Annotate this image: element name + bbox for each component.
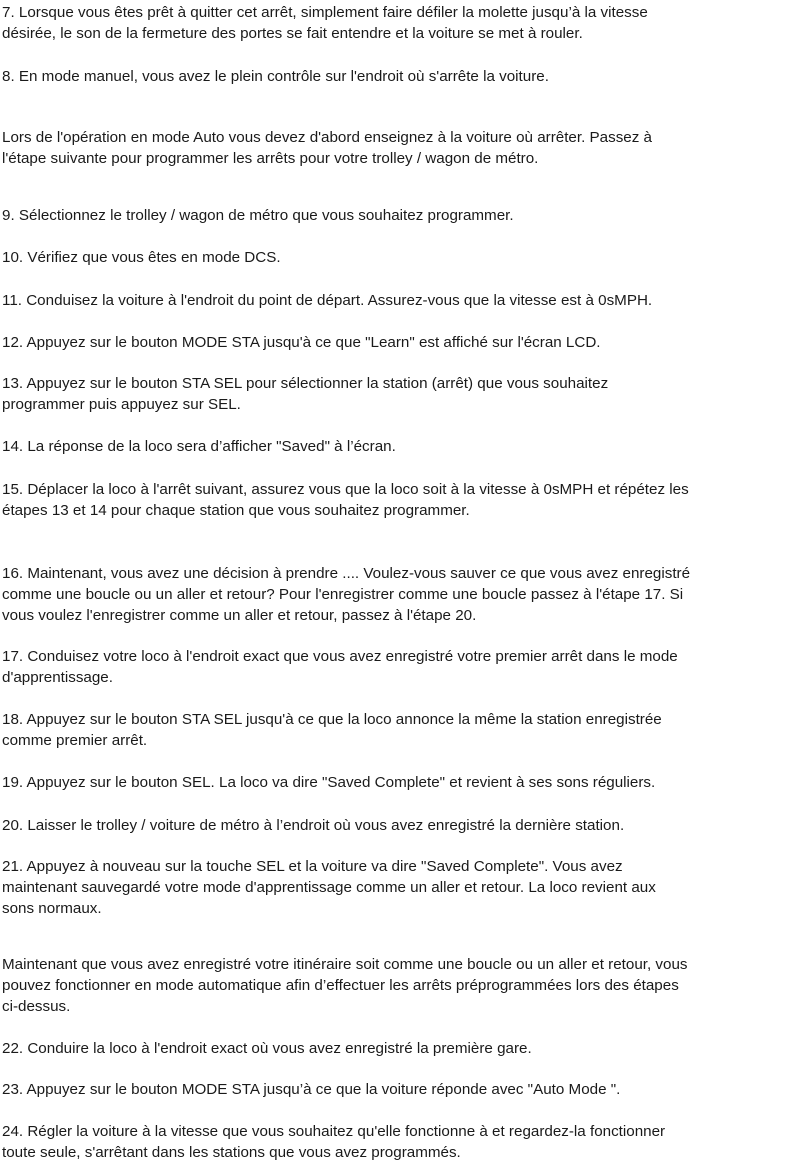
paragraph-step-17 bbox=[2, 646, 798, 688]
text-line: toute seule, s'arrêtant dans les stations que vous avez programmés. bbox=[2, 1144, 461, 1161]
paragraph-step-10 bbox=[2, 247, 798, 268]
text-line: 7. Lorsque vous êtes prêt à quitter cet arrêt, simplement faire défiler la molette jusqu’à la vitesse bbox=[2, 4, 648, 21]
text-line: Maintenant que vous avez enregistré votre itinéraire soit comme une boucle ou un aller et retour, vous bbox=[2, 956, 688, 973]
text-line: 10. Vérifiez que vous êtes en mode DCS. bbox=[2, 249, 281, 266]
text-line: vous voulez l'enregistrer comme un aller et retour, passez à l'étape 20. bbox=[2, 607, 477, 624]
text-line: 18. Appuyez sur le bouton STA SEL jusqu'à ce que la loco annonce la même la station enregistrée bbox=[2, 711, 662, 728]
text-line: programmer puis appuyez sur SEL. bbox=[2, 396, 241, 413]
paragraph-step-20 bbox=[2, 815, 798, 836]
text-line: ci-dessus. bbox=[2, 998, 71, 1015]
text-line: 22. Conduire la loco à l'endroit exact où vous avez enregistré la première gare. bbox=[2, 1040, 532, 1057]
text-line: maintenant sauvegardé votre mode d'apprentissage comme un aller et retour. La loco revient aux bbox=[2, 879, 656, 896]
text-line: étapes 13 et 14 pour chaque station que vous souhaitez programmer. bbox=[2, 502, 470, 519]
paragraph-auto-operate-intro bbox=[2, 954, 798, 1017]
paragraph-step-22 bbox=[2, 1038, 798, 1059]
text-line: d'apprentissage. bbox=[2, 669, 113, 686]
text-line: 16. Maintenant, vous avez une décision à prendre .... Voulez-vous sauver ce que vous avez enregistré bbox=[2, 565, 691, 582]
paragraph-step-24 bbox=[2, 1121, 798, 1163]
paragraph-step-23 bbox=[2, 1079, 798, 1100]
paragraph-step-16 bbox=[2, 563, 798, 626]
paragraph-step-18 bbox=[2, 709, 798, 751]
text-line: 13. Appuyez sur le bouton STA SEL pour sélectionner la station (arrêt) que vous souhaitez bbox=[2, 375, 609, 392]
text-line: 17. Conduisez votre loco à l'endroit exact que vous avez enregistré votre premier arrêt dans le mode bbox=[2, 648, 678, 665]
text-line: 21. Appuyez à nouveau sur la touche SEL et la voiture va dire "Saved Complete". Vous avez bbox=[2, 858, 623, 875]
text-line: 23. Appuyez sur le bouton MODE STA jusqu’à ce que la voiture réponde avec "Auto Mode ". bbox=[2, 1081, 621, 1098]
text-line: pouvez fonctionner en mode automatique afin d’effectuer les arrêts préprogrammées lors des étapes bbox=[2, 977, 679, 994]
text-line: 11. Conduisez la voiture à l'endroit du point de départ. Assurez-vous que la vitesse est à 0sMPH. bbox=[2, 292, 653, 309]
text-line: 15. Déplacer la loco à l'arrêt suivant, assurez vous que la loco soit à la vitesse à 0sMPH et répétez les bbox=[2, 481, 689, 498]
paragraph-step-14 bbox=[2, 436, 798, 457]
text-line: désirée, le son de la fermeture des portes se fait entendre et la voiture se met à rouler. bbox=[2, 25, 583, 42]
text-line: 20. Laisser le trolley / voiture de métro à l’endroit où vous avez enregistré la dernière station. bbox=[2, 817, 625, 834]
text-line: l'étape suivante pour programmer les arrêts pour votre trolley / wagon de métro. bbox=[2, 150, 539, 167]
paragraph-step-21 bbox=[2, 856, 798, 919]
paragraph-step-15 bbox=[2, 479, 798, 521]
paragraph-step-11 bbox=[2, 290, 798, 311]
text-line: 24. Régler la voiture à la vitesse que vous souhaitez qu'elle fonctionne à et regardez-la fonctionner bbox=[2, 1123, 666, 1140]
paragraph-step-7 bbox=[2, 2, 798, 44]
paragraph-step-8 bbox=[2, 66, 798, 87]
text-line: comme premier arrêt. bbox=[2, 732, 148, 749]
paragraph-step-9 bbox=[2, 205, 798, 226]
text-line: sons normaux. bbox=[2, 900, 102, 917]
text-line: 8. En mode manuel, vous avez le plein contrôle sur l'endroit où s'arrête la voiture. bbox=[2, 68, 549, 85]
paragraph-auto-intro bbox=[2, 127, 798, 169]
text-line: comme une boucle ou un aller et retour? Pour l'enregistrer comme une boucle passez à l'étape 17. Si bbox=[2, 586, 684, 603]
paragraph-step-19 bbox=[2, 772, 798, 793]
text-line: 14. La réponse de la loco sera d’afficher "Saved" à l’écran. bbox=[2, 438, 396, 455]
text-line: 9. Sélectionnez le trolley / wagon de métro que vous souhaitez programmer. bbox=[2, 207, 514, 224]
text-line: 19. Appuyez sur le bouton SEL. La loco va dire "Saved Complete" et revient à ses sons réguliers. bbox=[2, 774, 656, 791]
paragraph-step-13 bbox=[2, 373, 798, 415]
text-line: Lors de l'opération en mode Auto vous devez d'abord enseignez à la voiture où arrêter. Passez à bbox=[2, 129, 652, 146]
text-line: 12. Appuyez sur le bouton MODE STA jusqu'à ce que "Learn" est affiché sur l'écran LCD. bbox=[2, 334, 601, 351]
paragraph-step-12 bbox=[2, 332, 798, 353]
